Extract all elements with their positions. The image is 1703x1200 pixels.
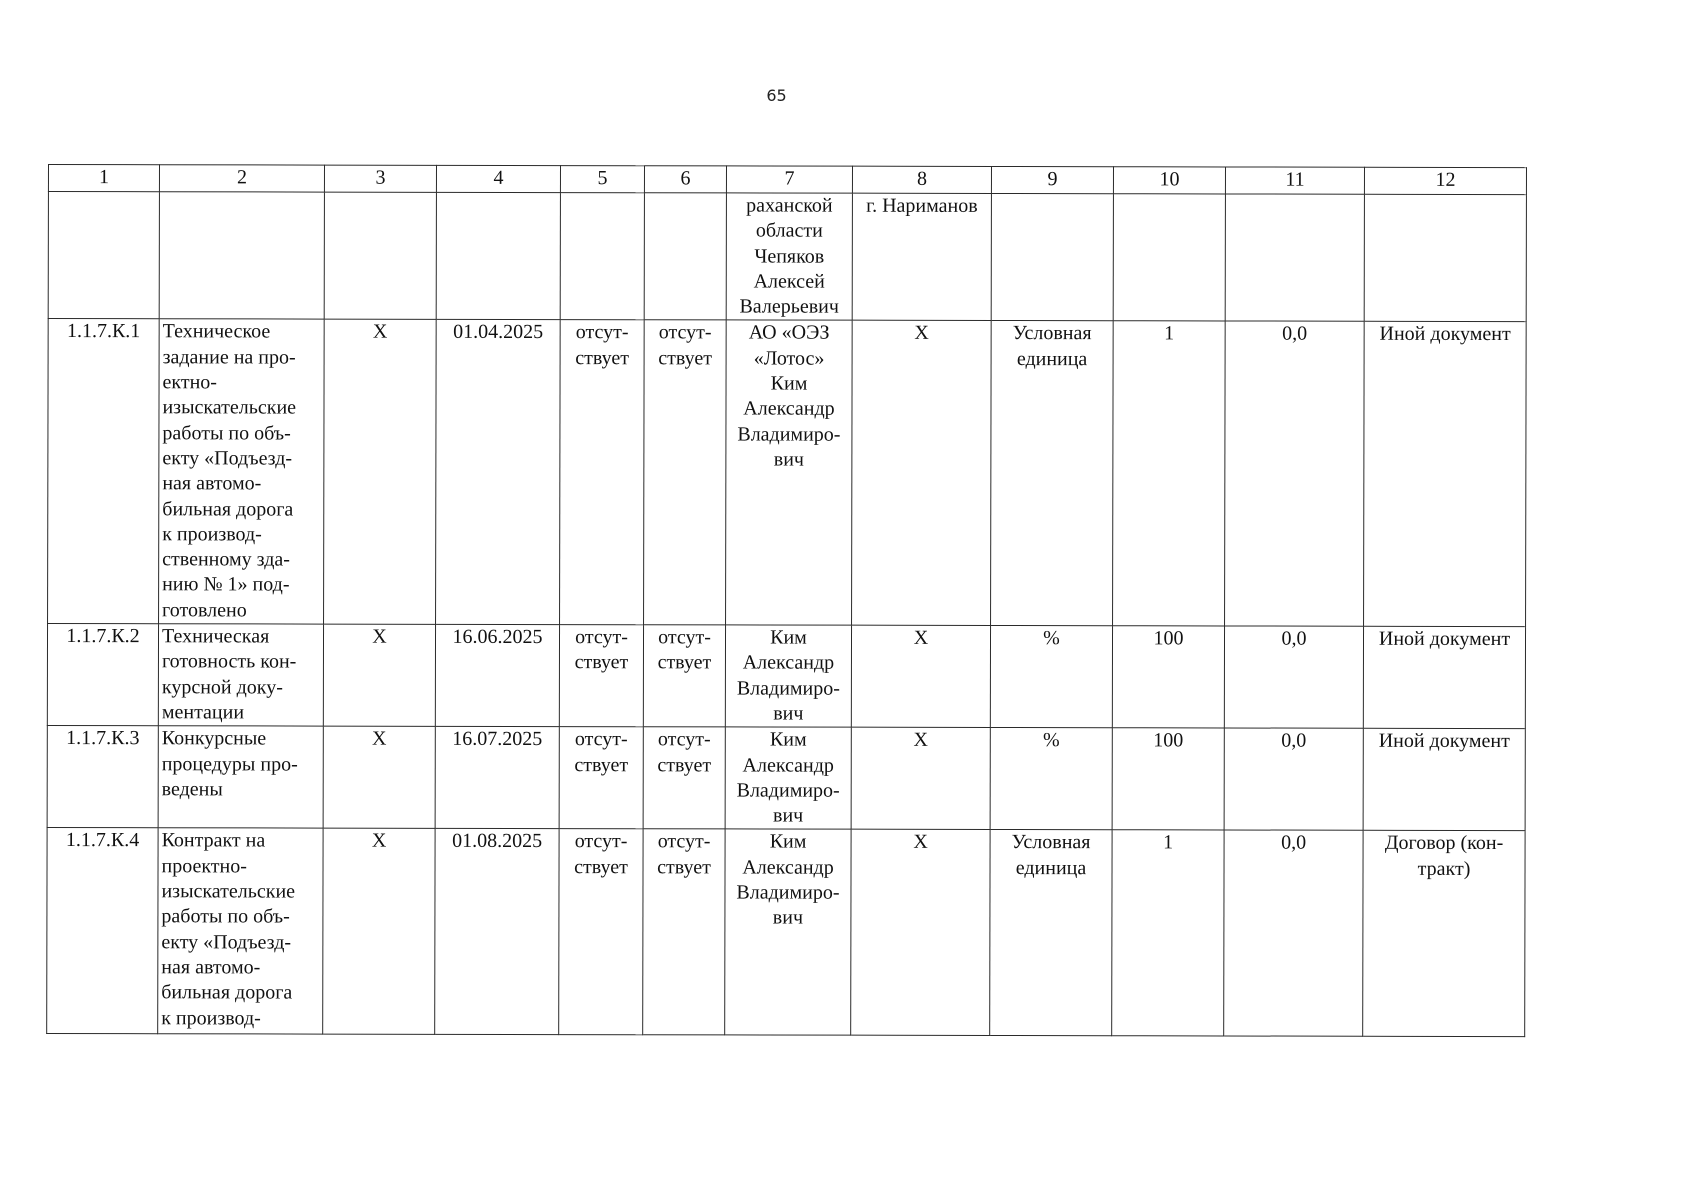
cell-line: екту «Подъезд-	[162, 447, 293, 470]
cell-col3: X	[323, 828, 435, 1034]
table-row	[47, 828, 1525, 1037]
column-header: 1	[48, 165, 159, 192]
cell-line: ствует	[574, 753, 629, 776]
cell-title	[159, 319, 325, 624]
column-header: 5	[560, 166, 644, 193]
cell-col6	[644, 193, 726, 321]
cell-line: «Лотос»	[753, 347, 825, 370]
cell-unit	[990, 830, 1112, 1036]
cell-line: нию № 1» под-	[162, 573, 290, 596]
cell-line: отсут-	[657, 728, 711, 751]
cell-line: Ким	[770, 626, 807, 649]
cell-line: единица	[1015, 856, 1087, 879]
cell-line: изыскательские	[162, 396, 297, 419]
cell-title	[159, 192, 324, 320]
cell-line: Договор (кон-	[1384, 832, 1504, 855]
column-header: 11	[1225, 167, 1364, 194]
cell-code: 1.1.7.К.4	[47, 828, 158, 1034]
cell-line: вич	[773, 702, 804, 725]
cell-line: процедуры про-	[161, 752, 298, 776]
cell-line: Александр	[743, 397, 835, 421]
table-row	[48, 319, 1527, 627]
cell-doc-type	[1364, 322, 1527, 627]
cell-col11: 0,0	[1224, 728, 1363, 830]
cell-line: Ким	[770, 372, 808, 395]
cell-unit	[990, 728, 1112, 830]
column-header: 10	[1113, 167, 1225, 194]
cell-line: готовлено	[162, 598, 247, 622]
cell-col6	[643, 625, 725, 727]
cell-col5	[559, 829, 643, 1035]
cell-doc-type	[1363, 728, 1525, 831]
header-row	[48, 165, 1526, 195]
cell-value	[1113, 194, 1225, 322]
cell-line: ствует	[657, 651, 712, 674]
cell-col11: 0,0	[1224, 626, 1363, 728]
cell-line: ствует	[574, 651, 629, 674]
table-row	[48, 192, 1526, 323]
column-header: 9	[991, 166, 1113, 193]
cell-line: Владимиро-	[737, 423, 841, 446]
cell-line: к производ-	[162, 523, 262, 546]
cell-col6	[643, 727, 725, 829]
cell-date	[436, 192, 560, 320]
cell-line: Валерьевич	[739, 295, 839, 318]
cell-line: Техническая	[161, 625, 270, 648]
page-number: 65	[766, 86, 787, 105]
cell-line: Александр	[742, 651, 835, 674]
cell-col11: 0,0	[1224, 830, 1363, 1036]
cell-line: АО «ОЭЗ	[748, 321, 830, 345]
cell-date: 01.04.2025	[436, 320, 561, 625]
cell-value: 100	[1112, 626, 1224, 728]
cell-line: отсут-	[658, 626, 711, 649]
cell-responsible	[725, 727, 851, 829]
cell-doc-type	[1363, 626, 1525, 729]
cell-line: ная автомо-	[162, 472, 262, 495]
cell-value: 1	[1113, 321, 1226, 626]
cell-line: ментации	[161, 701, 245, 724]
cell-line: %	[1043, 627, 1060, 650]
cell-line: отсут-	[574, 830, 628, 853]
cell-line: Алексей	[753, 270, 825, 293]
cell-col8: X	[851, 830, 990, 1036]
cell-line: Владимиро-	[736, 677, 840, 700]
cell-responsible	[726, 193, 852, 321]
cell-value: 100	[1112, 728, 1224, 830]
cell-col5	[559, 625, 643, 727]
cell-value: 1	[1112, 830, 1224, 1036]
cell-line: раханской	[746, 194, 833, 217]
cell-code: 1.1.7.К.3	[47, 726, 158, 828]
cell-date: 01.08.2025	[435, 829, 559, 1035]
cell-col3: X	[323, 624, 435, 726]
cell-date: 16.07.2025	[435, 727, 559, 829]
cell-line: Чепяков	[754, 245, 825, 268]
cell-doc-type	[1364, 194, 1526, 322]
column-header: 2	[159, 165, 324, 192]
cell-line: %	[1042, 729, 1060, 752]
cell-col5	[560, 193, 644, 321]
cell-col3	[324, 192, 436, 320]
cell-line: бильная дорога	[161, 981, 293, 1004]
cell-code: 1.1.7.К.2	[47, 624, 158, 726]
cell-doc-type	[1363, 831, 1525, 1037]
cell-responsible	[726, 320, 853, 625]
cell-line: вич	[773, 448, 805, 471]
cell-line: отсут-	[574, 728, 628, 751]
cell-col5	[559, 727, 643, 829]
cell-line: Иной документ	[1378, 627, 1511, 651]
cell-line: единица	[1016, 347, 1088, 370]
cell-col6	[643, 829, 725, 1035]
cell-line: Ким	[769, 728, 807, 751]
cell-line: готовность кон-	[161, 650, 297, 673]
cell-responsible	[725, 829, 851, 1035]
cell-line: отсут-	[657, 830, 711, 853]
column-header: 3	[324, 165, 436, 192]
cell-col11: 0,0	[1225, 321, 1365, 626]
cell-line: Условная	[1011, 831, 1091, 854]
cell-unit	[991, 321, 1114, 626]
cell-line: задание на про-	[162, 346, 296, 369]
table-row	[47, 726, 1525, 831]
cell-title	[158, 726, 323, 829]
cell-line: курсной доку-	[161, 675, 283, 699]
cell-col11	[1225, 194, 1364, 322]
cell-line: Александр	[742, 856, 834, 879]
cell-line: Техническое	[162, 320, 271, 343]
cell-unit	[991, 193, 1113, 321]
cell-responsible	[725, 625, 851, 727]
cell-line: ствует	[658, 347, 712, 370]
cell-code: 1.1.7.К.1	[48, 319, 160, 624]
cell-line: Условная	[1012, 322, 1092, 345]
cell-line: вич	[773, 804, 804, 827]
column-header: 4	[436, 165, 560, 192]
cell-line: отсут-	[575, 321, 629, 344]
cell-line: бильная дорога	[162, 497, 294, 521]
cell-line: Конкурсные	[161, 727, 267, 750]
cell-line: екту «Подъезд-	[161, 930, 292, 954]
cell-line: Контракт на	[161, 829, 266, 852]
cell-col6	[644, 320, 727, 625]
cell-line: ная автомо-	[161, 956, 261, 979]
column-header: 8	[852, 166, 991, 193]
cell-line: Владимиро-	[736, 779, 840, 802]
column-header: 7	[726, 166, 852, 193]
column-header: 6	[644, 166, 726, 193]
cell-line: Владимиро-	[736, 881, 840, 904]
cell-line: ствует	[657, 855, 711, 879]
cell-col5	[560, 320, 645, 625]
cell-line: тракт)	[1417, 857, 1471, 880]
cell-line: ствует	[575, 346, 629, 369]
cell-col3: X	[324, 320, 437, 625]
cell-line: ственному зда-	[162, 548, 290, 571]
cell-line: вич	[772, 906, 804, 929]
cell-line: изыскательские	[161, 880, 296, 903]
cell-col3: X	[323, 726, 435, 828]
cell-line: Александр	[742, 753, 834, 777]
cell-line: к производ-	[161, 1006, 261, 1029]
cell-line: ствует	[574, 855, 628, 878]
cell-col8: X	[851, 625, 990, 727]
cell-line: Иной документ	[1379, 323, 1511, 346]
cell-line: работы по объ-	[162, 421, 291, 445]
column-header: 12	[1364, 167, 1526, 194]
table-row	[47, 624, 1525, 729]
cell-line: работы по объ-	[161, 905, 290, 928]
cell-line: Ким	[769, 830, 807, 854]
data-table	[46, 164, 1527, 1038]
cell-code	[48, 192, 159, 320]
cell-line: проектно-	[161, 854, 247, 878]
cell-line: отсут-	[575, 626, 628, 649]
cell-date: 16.06.2025	[435, 624, 559, 726]
cell-line: отсут-	[658, 321, 712, 344]
cell-col8: г. Нариманов	[852, 193, 991, 321]
cell-line: ствует	[657, 753, 712, 776]
cell-title	[158, 828, 323, 1034]
cell-col8: X	[852, 321, 992, 626]
cell-line: области	[755, 219, 823, 242]
cell-title	[158, 624, 323, 727]
cell-unit	[990, 626, 1112, 728]
cell-col8: X	[851, 727, 990, 829]
cell-line: ектно-	[162, 371, 218, 394]
cell-line: Иной документ	[1378, 730, 1510, 753]
cell-line: ведены	[161, 778, 223, 801]
